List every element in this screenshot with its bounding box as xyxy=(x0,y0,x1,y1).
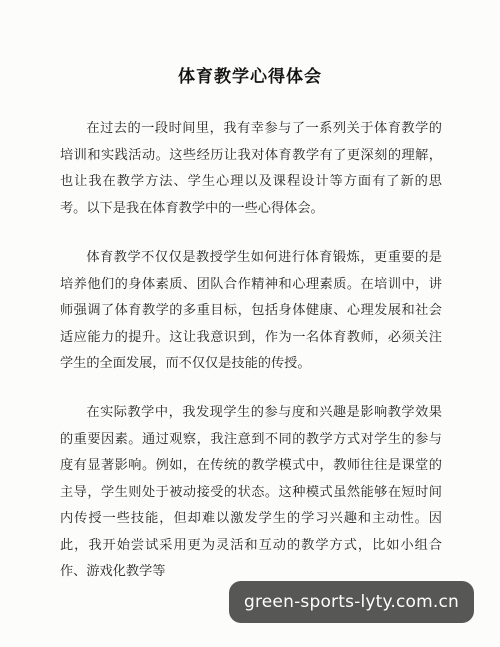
watermark-text: green-sports-lyty.com.cn xyxy=(243,592,460,612)
paragraph-2: 体育教学不仅仅是教授学生如何进行体育锻炼，更重要的是培养他们的身体素质、团队合作精神和心理素质。在培训中，讲师强调了体育教学的多重目标，包括身体健康、心理发展和社会适应能力的提升。这让我意识到，作为一名体育教师，必须关注学生的全面发展，而不仅仅是技能的传授。 xyxy=(60,250,442,371)
paragraph-1: 在过去的一段时间里，我有幸参与了一系列关于体育教学的培训和实践活动。这些经历让我对体育教学有了更深刻的理解，也让我在教学方法、学生心理以及课程设计等方面有了新的思考。以下是我在体育教学中的一些心得体会。 xyxy=(60,121,442,216)
watermark-banner xyxy=(229,581,474,623)
paragraph-3: 在实际教学中，我发现学生的参与度和兴趣是影响教学效果的重要因素。通过观察，我注意到不同的教学方式对学生的参与度有显著影响。例如，在传统的教学模式中，教师往往是课堂的主导，学生则处于被动接受的状态。这种模式虽然能够在短时间内传授一些技能，但却难以激发学生的学习兴趣和主动性。因此，我开始尝试采用更为灵活和互动的教学方式，比如小组合作、游戏化教学等 xyxy=(60,405,442,579)
document-title: 体育教学心得体会 xyxy=(178,67,322,87)
